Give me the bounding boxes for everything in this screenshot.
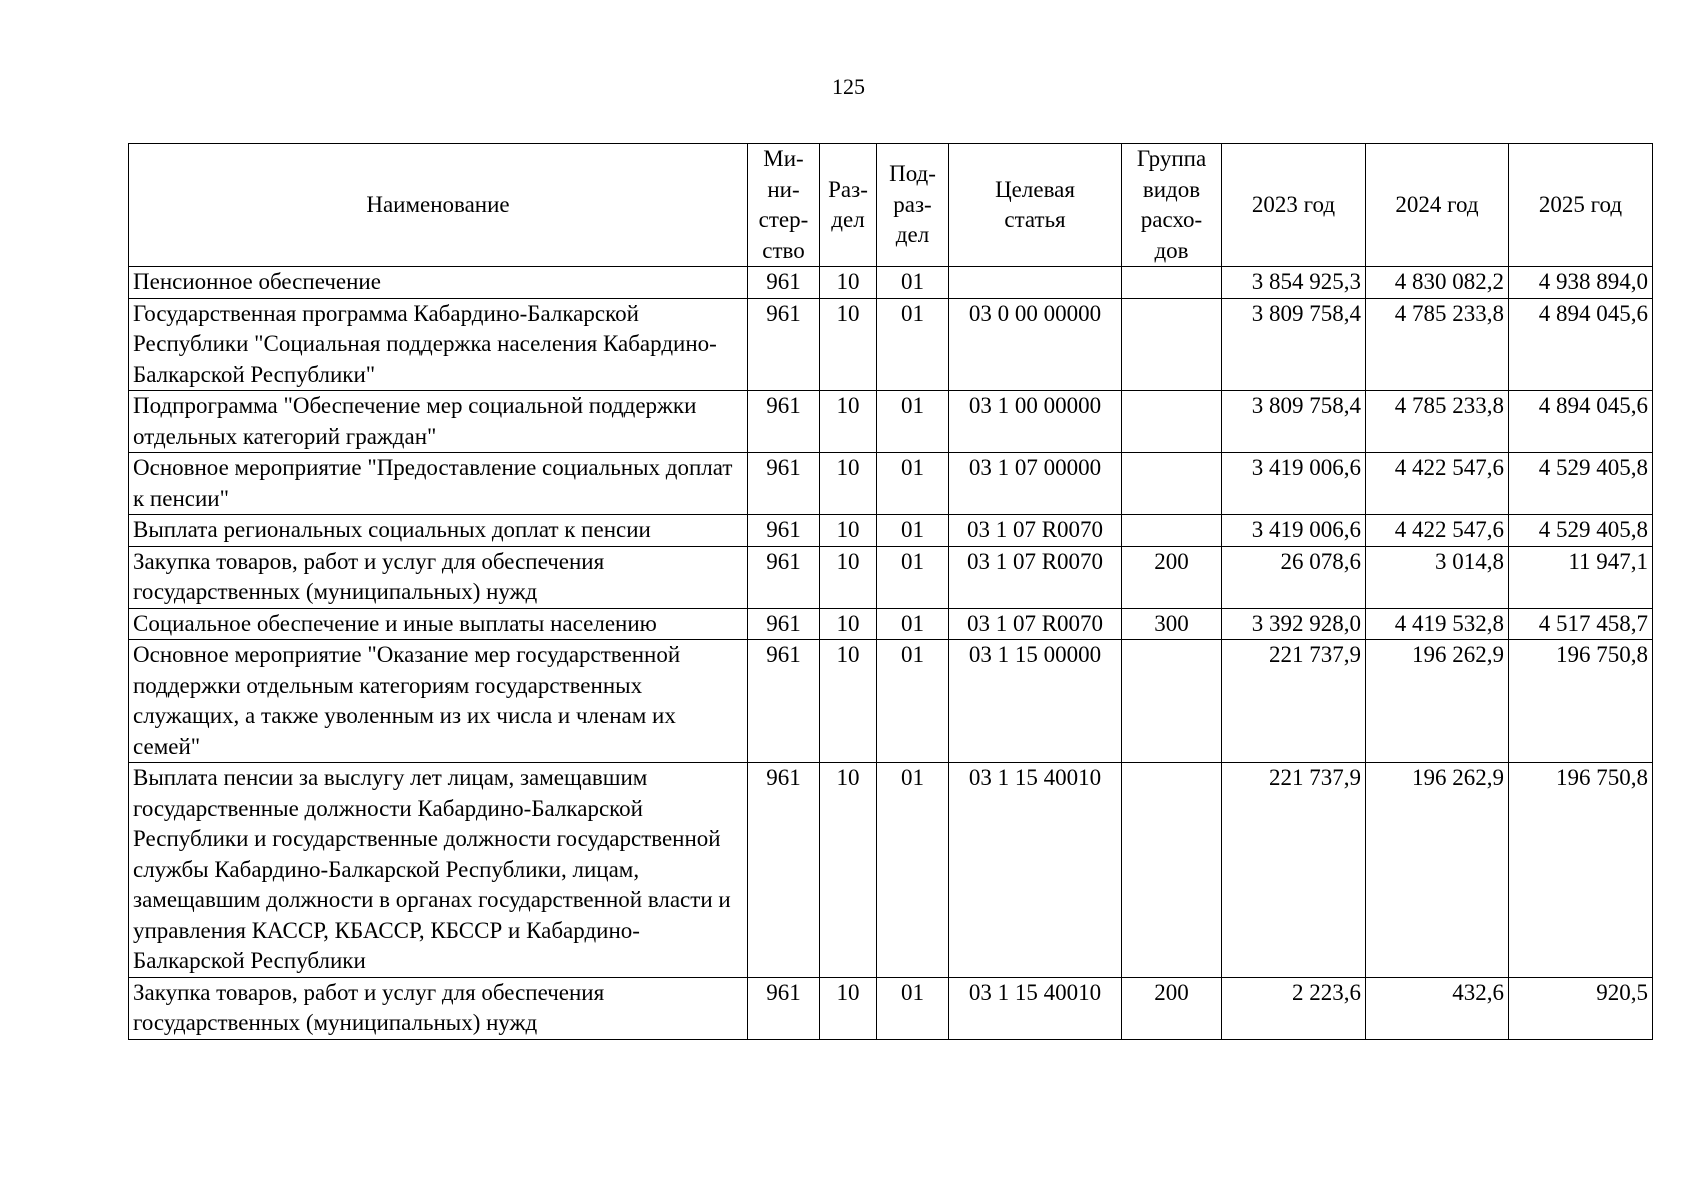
row-subsection: 01 xyxy=(877,608,949,640)
row-ministry: 961 xyxy=(748,546,820,608)
row-value-2023: 26 078,6 xyxy=(1222,546,1366,608)
row-value-2023: 221 737,9 xyxy=(1222,763,1366,978)
row-expense-group xyxy=(1122,453,1222,515)
row-name: Основное мероприятие "Оказание мер государственной поддержки отдельным категориям государственных служащих, а также уволенным из их числа и членам их семей" xyxy=(129,640,748,763)
row-expense-group: 200 xyxy=(1122,546,1222,608)
row-value-2025: 196 750,8 xyxy=(1509,763,1653,978)
table-row xyxy=(129,640,1653,763)
row-name: Закупка товаров, работ и услуг для обеспечения государственных (муниципальных) нужд xyxy=(129,546,748,608)
row-subsection: 01 xyxy=(877,298,949,391)
row-name: Выплата пенсии за выслугу лет лицам, замещавшим государственные должности Кабардино-Балкарской Республики и государственные должности государственной службы Кабардино-Балкарской Республики, лицам, замещавшим должности в органах государственной власти и управления КАССР, КБАССР, КБССР и Кабардино-Балкарской Республики xyxy=(129,763,748,978)
row-target-article: 03 1 15 40010 xyxy=(949,977,1122,1039)
row-value-2024: 4 422 547,6 xyxy=(1366,515,1509,547)
row-section: 10 xyxy=(820,546,877,608)
row-name: Государственная программа Кабардино-Балкарской Республики "Социальная поддержка населения Кабардино-Балкарской Республики" xyxy=(129,298,748,391)
row-target-article xyxy=(949,267,1122,299)
row-value-2024: 4 422 547,6 xyxy=(1366,453,1509,515)
row-target-article: 03 0 00 00000 xyxy=(949,298,1122,391)
row-value-2023: 3 809 758,4 xyxy=(1222,298,1366,391)
row-name: Основное мероприятие "Предоставление социальных доплат к пенсии" xyxy=(129,453,748,515)
table-row xyxy=(129,453,1653,515)
table-row xyxy=(129,608,1653,640)
row-expense-group xyxy=(1122,391,1222,453)
row-ministry: 961 xyxy=(748,267,820,299)
header-subsection: Под- раз- дел xyxy=(877,144,949,267)
row-expense-group xyxy=(1122,267,1222,299)
row-expense-group: 300 xyxy=(1122,608,1222,640)
table-header xyxy=(129,144,1653,267)
row-value-2024: 4 785 233,8 xyxy=(1366,391,1509,453)
row-subsection: 01 xyxy=(877,515,949,547)
budget-table xyxy=(128,143,1653,1040)
row-section: 10 xyxy=(820,267,877,299)
row-value-2024: 3 014,8 xyxy=(1366,546,1509,608)
row-value-2025: 4 938 894,0 xyxy=(1509,267,1653,299)
row-ministry: 961 xyxy=(748,453,820,515)
header-row xyxy=(129,144,1653,267)
row-target-article: 03 1 15 00000 xyxy=(949,640,1122,763)
row-value-2024: 196 262,9 xyxy=(1366,763,1509,978)
row-value-2024: 4 830 082,2 xyxy=(1366,267,1509,299)
row-subsection: 01 xyxy=(877,391,949,453)
row-target-article: 03 1 07 R0070 xyxy=(949,608,1122,640)
table-row xyxy=(129,763,1653,978)
row-section: 10 xyxy=(820,391,877,453)
row-value-2024: 4 419 532,8 xyxy=(1366,608,1509,640)
row-value-2023: 3 392 928,0 xyxy=(1222,608,1366,640)
row-name: Подпрограмма "Обеспечение мер социальной поддержки отдельных категорий граждан" xyxy=(129,391,748,453)
row-section: 10 xyxy=(820,515,877,547)
row-subsection: 01 xyxy=(877,763,949,978)
table-body xyxy=(129,267,1653,1040)
row-ministry: 961 xyxy=(748,763,820,978)
row-value-2023: 3 419 006,6 xyxy=(1222,453,1366,515)
row-value-2024: 196 262,9 xyxy=(1366,640,1509,763)
row-name: Выплата региональных социальных доплат к пенсии xyxy=(129,515,748,547)
row-value-2025: 196 750,8 xyxy=(1509,640,1653,763)
header-expense-group: Группа видов расхо- дов xyxy=(1122,144,1222,267)
header-2024: 2024 год xyxy=(1366,144,1509,267)
header-ministry: Ми- ни- стер- ство xyxy=(748,144,820,267)
row-subsection: 01 xyxy=(877,640,949,763)
header-target-article: Целевая статья xyxy=(949,144,1122,267)
row-target-article: 03 1 07 R0070 xyxy=(949,515,1122,547)
row-target-article: 03 1 00 00000 xyxy=(949,391,1122,453)
row-value-2023: 3 809 758,4 xyxy=(1222,391,1366,453)
row-ministry: 961 xyxy=(748,515,820,547)
row-ministry: 961 xyxy=(748,298,820,391)
row-target-article: 03 1 15 40010 xyxy=(949,763,1122,978)
table-row xyxy=(129,267,1653,299)
row-expense-group xyxy=(1122,640,1222,763)
row-ministry: 961 xyxy=(748,640,820,763)
row-value-2025: 4 894 045,6 xyxy=(1509,298,1653,391)
header-2025: 2025 год xyxy=(1509,144,1653,267)
table-row xyxy=(129,515,1653,547)
header-section: Раз- дел xyxy=(820,144,877,267)
row-section: 10 xyxy=(820,763,877,978)
row-value-2023: 3 419 006,6 xyxy=(1222,515,1366,547)
row-section: 10 xyxy=(820,453,877,515)
row-value-2025: 11 947,1 xyxy=(1509,546,1653,608)
row-section: 10 xyxy=(820,640,877,763)
row-value-2023: 2 223,6 xyxy=(1222,977,1366,1039)
row-expense-group xyxy=(1122,763,1222,978)
row-value-2025: 4 529 405,8 xyxy=(1509,515,1653,547)
row-value-2025: 4 517 458,7 xyxy=(1509,608,1653,640)
row-target-article: 03 1 07 R0070 xyxy=(949,546,1122,608)
table-row xyxy=(129,977,1653,1039)
row-value-2025: 4 894 045,6 xyxy=(1509,391,1653,453)
table-row xyxy=(129,546,1653,608)
header-name: Наименование xyxy=(129,144,748,267)
row-value-2025: 4 529 405,8 xyxy=(1509,453,1653,515)
row-subsection: 01 xyxy=(877,267,949,299)
row-ministry: 961 xyxy=(748,391,820,453)
table-row xyxy=(129,391,1653,453)
row-value-2023: 3 854 925,3 xyxy=(1222,267,1366,299)
row-subsection: 01 xyxy=(877,546,949,608)
page-number: 125 xyxy=(832,74,865,99)
row-expense-group xyxy=(1122,298,1222,391)
row-ministry: 961 xyxy=(748,977,820,1039)
row-name: Социальное обеспечение и иные выплаты населению xyxy=(129,608,748,640)
row-name: Закупка товаров, работ и услуг для обеспечения государственных (муниципальных) нужд xyxy=(129,977,748,1039)
row-ministry: 961 xyxy=(748,608,820,640)
row-value-2024: 4 785 233,8 xyxy=(1366,298,1509,391)
row-section: 10 xyxy=(820,298,877,391)
row-target-article: 03 1 07 00000 xyxy=(949,453,1122,515)
row-value-2023: 221 737,9 xyxy=(1222,640,1366,763)
table-row xyxy=(129,298,1653,391)
row-section: 10 xyxy=(820,608,877,640)
row-subsection: 01 xyxy=(877,977,949,1039)
row-value-2025: 920,5 xyxy=(1509,977,1653,1039)
row-section: 10 xyxy=(820,977,877,1039)
row-subsection: 01 xyxy=(877,453,949,515)
row-value-2024: 432,6 xyxy=(1366,977,1509,1039)
row-expense-group: 200 xyxy=(1122,977,1222,1039)
header-2023: 2023 год xyxy=(1222,144,1366,267)
row-expense-group xyxy=(1122,515,1222,547)
row-name: Пенсионное обеспечение xyxy=(129,267,748,299)
